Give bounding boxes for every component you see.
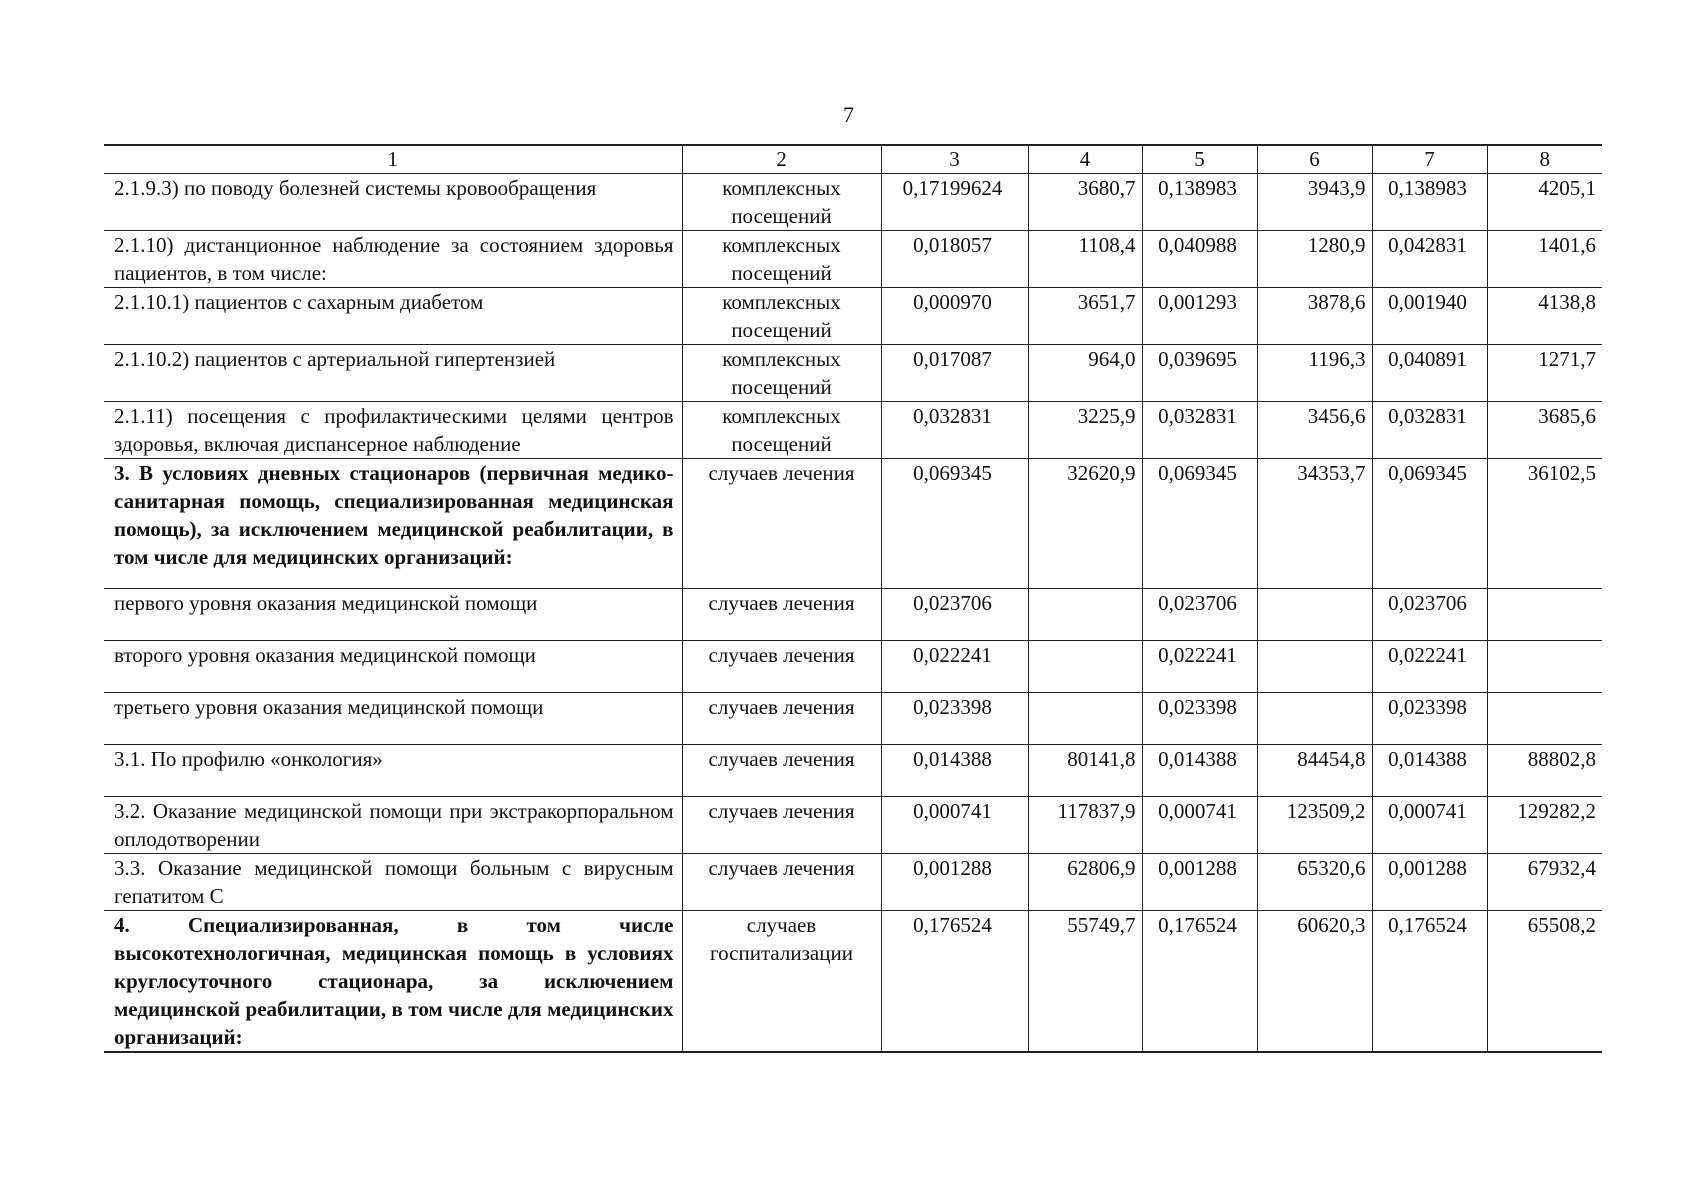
value-col-6: 84454,8 — [1257, 745, 1372, 797]
unit-of-measure: случаев лечения — [682, 693, 881, 745]
table-row — [104, 231, 1602, 288]
value-col-5: 0,014388 — [1142, 745, 1257, 797]
table-row — [104, 402, 1602, 459]
column-number-3: 3 — [881, 145, 1028, 174]
table-row — [104, 911, 1602, 1053]
value-col-7: 0,040891 — [1372, 345, 1487, 402]
value-col-5: 0,023398 — [1142, 693, 1257, 745]
value-col-6: 123509,2 — [1257, 797, 1372, 854]
table-row — [104, 641, 1602, 693]
indicator-name: 3.2. Оказание медицинской помощи при экстракорпоральном оплодотворении — [104, 797, 682, 854]
value-col-8: 65508,2 — [1487, 911, 1602, 1053]
value-col-7: 0,042831 — [1372, 231, 1487, 288]
value-col-4: 32620,9 — [1028, 459, 1142, 589]
indicator-name: первого уровня оказания медицинской помощи — [104, 589, 682, 641]
value-col-6: 34353,7 — [1257, 459, 1372, 589]
column-number-8: 8 — [1487, 145, 1602, 174]
value-col-7: 0,023398 — [1372, 693, 1487, 745]
indicator-name: 2.1.10.2) пациентов с артериальной гипертензией — [104, 345, 682, 402]
value-col-4: 3225,9 — [1028, 402, 1142, 459]
value-col-8: 4138,8 — [1487, 288, 1602, 345]
value-col-7: 0,138983 — [1372, 174, 1487, 231]
value-col-7: 0,001940 — [1372, 288, 1487, 345]
value-col-3: 0,022241 — [881, 641, 1028, 693]
value-col-6: 65320,6 — [1257, 854, 1372, 911]
value-col-5: 0,001293 — [1142, 288, 1257, 345]
table-row — [104, 693, 1602, 745]
table-row — [104, 854, 1602, 911]
unit-of-measure: случаев лечения — [682, 745, 881, 797]
value-col-5: 0,040988 — [1142, 231, 1257, 288]
value-col-3: 0,000741 — [881, 797, 1028, 854]
value-col-8: 88802,8 — [1487, 745, 1602, 797]
value-col-6: 1280,9 — [1257, 231, 1372, 288]
value-col-6 — [1257, 693, 1372, 745]
table-row — [104, 745, 1602, 797]
value-col-3: 0,023398 — [881, 693, 1028, 745]
value-col-3: 0,032831 — [881, 402, 1028, 459]
value-col-5: 0,001288 — [1142, 854, 1257, 911]
value-col-4: 3651,7 — [1028, 288, 1142, 345]
value-col-3: 0,17199624 — [881, 174, 1028, 231]
indicator-name: 2.1.11) посещения с профилактическими целями центров здоровья, включая диспансерное наблюдение — [104, 402, 682, 459]
value-col-6: 3878,6 — [1257, 288, 1372, 345]
unit-of-measure: комплексных посещений — [682, 402, 881, 459]
column-number-1: 1 — [104, 145, 682, 174]
unit-of-measure: случаев госпитализации — [682, 911, 881, 1053]
value-col-8 — [1487, 693, 1602, 745]
unit-of-measure: комплексных посещений — [682, 288, 881, 345]
table-row — [104, 174, 1602, 231]
value-col-5: 0,039695 — [1142, 345, 1257, 402]
value-col-4: 3680,7 — [1028, 174, 1142, 231]
indicator-name: 4. Специализированная, в том числе высокотехнологичная, медицинская помощь в условиях круглосуточного стационара, за исключением медицинской реабилитации, в том числе для медицинских организаций: — [104, 911, 682, 1053]
value-col-8: 36102,5 — [1487, 459, 1602, 589]
value-col-3: 0,017087 — [881, 345, 1028, 402]
value-col-6 — [1257, 589, 1372, 641]
table-row — [104, 288, 1602, 345]
indicator-name: 2.1.10) дистанционное наблюдение за состоянием здоровья пациентов, в том числе: — [104, 231, 682, 288]
value-col-3: 0,000970 — [881, 288, 1028, 345]
value-col-4: 964,0 — [1028, 345, 1142, 402]
value-col-7: 0,032831 — [1372, 402, 1487, 459]
column-number-row — [104, 145, 1602, 174]
value-col-5: 0,069345 — [1142, 459, 1257, 589]
indicator-name: 2.1.10.1) пациентов с сахарным диабетом — [104, 288, 682, 345]
value-col-5: 0,138983 — [1142, 174, 1257, 231]
unit-of-measure: комплексных посещений — [682, 174, 881, 231]
unit-of-measure: случаев лечения — [682, 589, 881, 641]
column-number-7: 7 — [1372, 145, 1487, 174]
norms-table — [104, 144, 1602, 1053]
value-col-6 — [1257, 641, 1372, 693]
table-body — [104, 145, 1602, 1052]
value-col-6: 3456,6 — [1257, 402, 1372, 459]
column-number-6: 6 — [1257, 145, 1372, 174]
value-col-3: 0,023706 — [881, 589, 1028, 641]
unit-of-measure: случаев лечения — [682, 459, 881, 589]
unit-of-measure: случаев лечения — [682, 854, 881, 911]
value-col-6: 1196,3 — [1257, 345, 1372, 402]
value-col-4: 80141,8 — [1028, 745, 1142, 797]
value-col-5: 0,176524 — [1142, 911, 1257, 1053]
indicator-name: 3.1. По профилю «онкология» — [104, 745, 682, 797]
indicator-name: 2.1.9.3) по поводу болезней системы кровообращения — [104, 174, 682, 231]
value-col-8: 4205,1 — [1487, 174, 1602, 231]
value-col-3: 0,176524 — [881, 911, 1028, 1053]
indicator-name: второго уровня оказания медицинской помощи — [104, 641, 682, 693]
value-col-7: 0,069345 — [1372, 459, 1487, 589]
unit-of-measure: комплексных посещений — [682, 345, 881, 402]
table-row — [104, 589, 1602, 641]
value-col-3: 0,001288 — [881, 854, 1028, 911]
table-row — [104, 345, 1602, 402]
value-col-4: 117837,9 — [1028, 797, 1142, 854]
value-col-4: 55749,7 — [1028, 911, 1142, 1053]
value-col-4 — [1028, 693, 1142, 745]
value-col-8: 1401,6 — [1487, 231, 1602, 288]
value-col-4 — [1028, 589, 1142, 641]
unit-of-measure: случаев лечения — [682, 641, 881, 693]
value-col-7: 0,176524 — [1372, 911, 1487, 1053]
value-col-7: 0,022241 — [1372, 641, 1487, 693]
column-number-5: 5 — [1142, 145, 1257, 174]
value-col-8: 3685,6 — [1487, 402, 1602, 459]
indicator-name: третьего уровня оказания медицинской помощи — [104, 693, 682, 745]
column-number-2: 2 — [682, 145, 881, 174]
value-col-5: 0,000741 — [1142, 797, 1257, 854]
column-number-4: 4 — [1028, 145, 1142, 174]
value-col-5: 0,022241 — [1142, 641, 1257, 693]
value-col-8 — [1487, 641, 1602, 693]
value-col-3: 0,018057 — [881, 231, 1028, 288]
value-col-4: 62806,9 — [1028, 854, 1142, 911]
value-col-8: 129282,2 — [1487, 797, 1602, 854]
value-col-7: 0,014388 — [1372, 745, 1487, 797]
table-row — [104, 459, 1602, 589]
value-col-7: 0,001288 — [1372, 854, 1487, 911]
value-col-5: 0,032831 — [1142, 402, 1257, 459]
table-row — [104, 797, 1602, 854]
value-col-4 — [1028, 641, 1142, 693]
unit-of-measure: комплексных посещений — [682, 231, 881, 288]
value-col-8: 67932,4 — [1487, 854, 1602, 911]
value-col-4: 1108,4 — [1028, 231, 1142, 288]
value-col-8: 1271,7 — [1487, 345, 1602, 402]
value-col-3: 0,014388 — [881, 745, 1028, 797]
page-number: 7 — [843, 102, 854, 127]
unit-of-measure: случаев лечения — [682, 797, 881, 854]
value-col-6: 60620,3 — [1257, 911, 1372, 1053]
value-col-7: 0,000741 — [1372, 797, 1487, 854]
value-col-3: 0,069345 — [881, 459, 1028, 589]
value-col-8 — [1487, 589, 1602, 641]
value-col-7: 0,023706 — [1372, 589, 1487, 641]
indicator-name: 3. В условиях дневных стационаров (первичная медико-санитарная помощь, специализированная медицинская помощь), за исключением медицинской реабилитации, в том числе для медицинских организаций: — [104, 459, 682, 589]
indicator-name: 3.3. Оказание медицинской помощи больным с вирусным гепатитом С — [104, 854, 682, 911]
value-col-6: 3943,9 — [1257, 174, 1372, 231]
value-col-5: 0,023706 — [1142, 589, 1257, 641]
